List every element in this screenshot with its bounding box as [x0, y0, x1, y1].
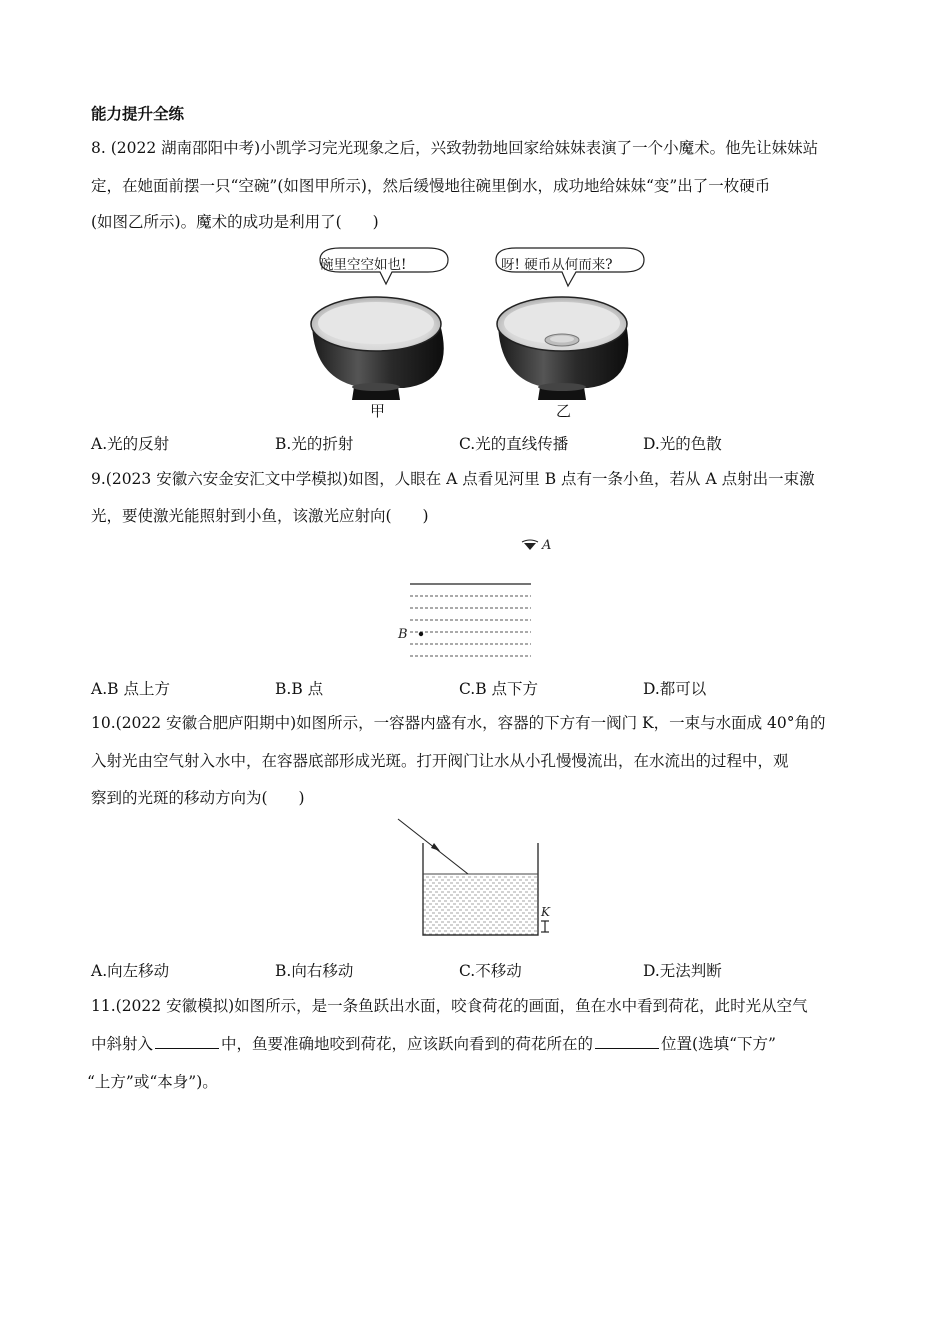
ray-arrow-icon: [431, 843, 440, 851]
section-title: 能力提升全练: [91, 105, 185, 123]
q10-option-b[interactable]: B.向右移动: [275, 962, 354, 980]
q10-text-line1: 10.(2022 安徽合肥庐阳期中)如图所示，一容器内盛有水，容器的下方有一阀门 K，一束与水面成 40°角的: [91, 714, 826, 732]
q8-text-line1: 8. (2022 湖南邵阳中考)小凯学习完光现象之后，兴致勃勃地回家给妹妹表演了一个小魔术。他先让妹妹站: [91, 139, 819, 157]
caption-left: 甲: [370, 402, 386, 420]
bubble-left-text: 碗里空空如也!: [320, 257, 407, 273]
water-lines: [410, 596, 531, 656]
point-b-label: B: [398, 627, 408, 642]
q8-text-line2: 定，在她面前摆一只“空碗”(如图甲所示)，然后缓慢地往碗里倒水，成功地给妹妹“变”出了一枚硬币: [91, 177, 771, 195]
q9-text-line1: 9.(2023 安徽六安金安汇文中学模拟)如图，人眼在 A 点看见河里 B 点有一条小鱼，若从 A 点射出一束激: [91, 470, 815, 488]
q11-text-part1: 中斜射入: [91, 1035, 154, 1053]
q8-option-c[interactable]: C.光的直线传播: [459, 435, 569, 453]
q10-option-a[interactable]: A.向左移动: [91, 962, 170, 980]
q10-option-c[interactable]: C.不移动: [459, 962, 522, 980]
eye-icon: [522, 540, 538, 550]
bubble-right-text: 呀! 硬币从何而来?: [501, 257, 613, 273]
q11-text-line2: [91, 1034, 776, 1054]
q8-text-line3: (如图乙所示)。魔术的成功是利用了( ): [91, 213, 379, 231]
q8-option-d[interactable]: D.光的色散: [643, 435, 722, 453]
q10-option-d[interactable]: D.无法判断: [643, 962, 722, 980]
valve-k-label: K: [541, 905, 550, 919]
caption-right: 乙: [556, 402, 572, 420]
river-figure: [390, 532, 560, 666]
q11-text-part2: 中，鱼要准确地咬到荷花，应该跃向看到的荷花所在的: [221, 1035, 594, 1053]
point-a-label: A: [542, 538, 552, 553]
q10-text-line2: 入射光由空气射入水中，在容器底部形成光斑。打开阀门让水从小孔慢慢流出，在水流出的过程中，观: [91, 752, 789, 770]
q11-text-part3: 位置(选填“下方”: [661, 1035, 776, 1053]
q9-option-b[interactable]: B.B 点: [275, 680, 324, 698]
q11-text-line3: “上方”或“本身”)。: [87, 1073, 218, 1091]
q8-option-a[interactable]: A.光的反射: [91, 435, 170, 453]
valve-icon: [541, 921, 549, 932]
q9-text-line2: 光，要使激光能照射到小鱼，该激光应射向( ): [91, 507, 429, 525]
q9-option-d[interactable]: D.都可以: [643, 680, 707, 698]
q9-option-c[interactable]: C.B 点下方: [459, 680, 539, 698]
q11-blank-2[interactable]: [595, 1034, 659, 1049]
water-body: [423, 874, 538, 935]
container-figure: [390, 815, 560, 945]
q11-blank-1[interactable]: [155, 1034, 219, 1049]
q9-option-a[interactable]: A.B 点上方: [91, 680, 170, 698]
q8-option-b[interactable]: B.光的折射: [275, 435, 354, 453]
fish-point: [419, 632, 423, 636]
q11-text-line1: 11.(2022 安徽模拟)如图所示，是一条鱼跃出水面，咬食荷花的画面，鱼在水中看到荷花，此时光从空气: [91, 997, 808, 1015]
bowls-figure: [300, 244, 650, 420]
q10-text-line3: 察到的光斑的移动方向为( ): [91, 789, 305, 807]
